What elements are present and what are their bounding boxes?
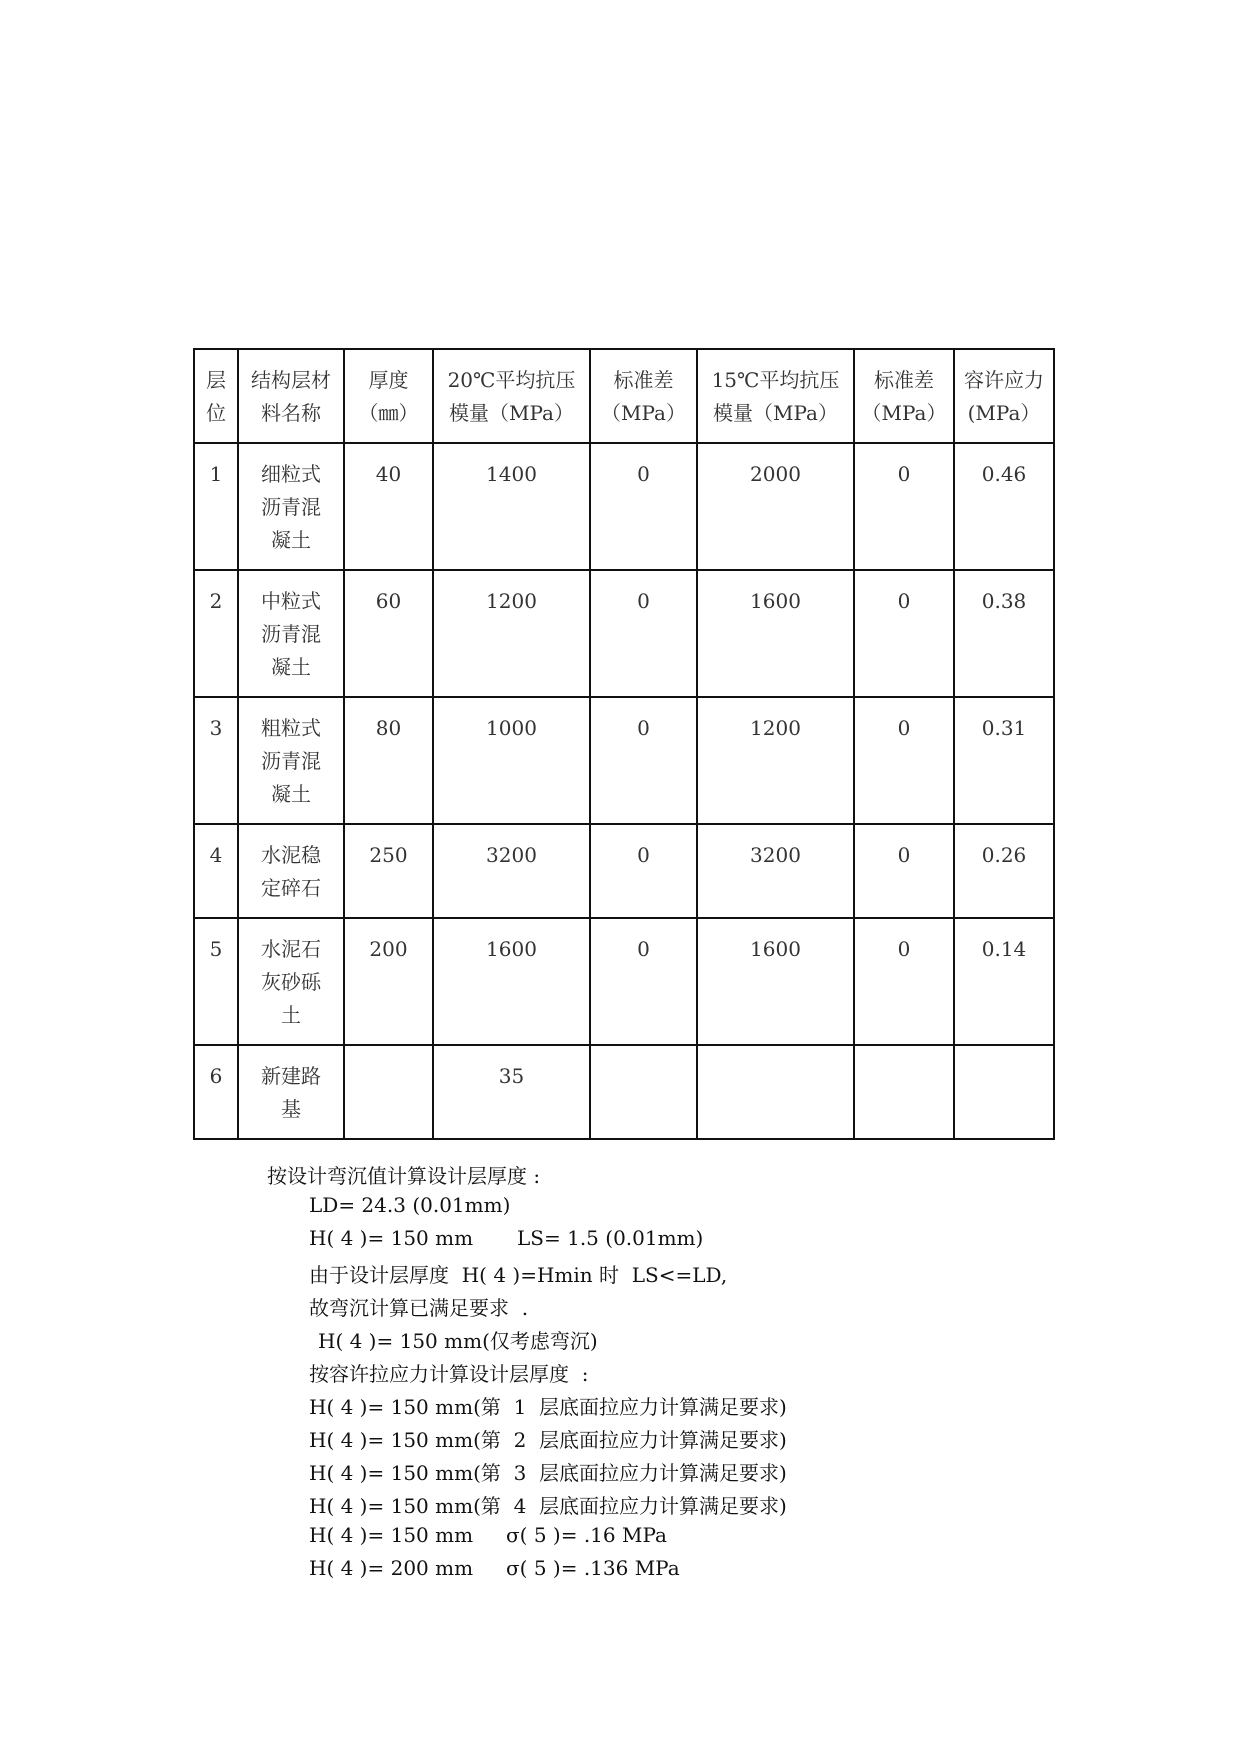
cell-thickness: 60 [344, 570, 433, 697]
cell-thickness: 80 [344, 697, 433, 824]
cell-material: 水泥稳定碎石 [238, 824, 344, 918]
h-trial-value: H( 4 )= 150 mm [309, 1226, 474, 1250]
tensile-line: H( 4 )= 150 mm(第 4 层底面拉应力计算满足要求) [309, 1494, 787, 1518]
cell-allowable-stress: 0.31 [954, 697, 1054, 824]
cell-layer-no: 3 [194, 697, 238, 824]
cell-allowable-stress: 0.26 [954, 824, 1054, 918]
cell-modulus-20c: 1600 [433, 918, 590, 1045]
tensile-line: H( 4 )= 150 mm(第 3 层底面拉应力计算满足要求) [309, 1461, 787, 1485]
cell-modulus-15c: 3200 [697, 824, 854, 918]
cell-thickness: 250 [344, 824, 433, 918]
cell-std-dev-15c [854, 1045, 954, 1139]
table-body [194, 443, 1054, 1139]
cell-std-dev-20c: 0 [590, 443, 697, 570]
header-layer-no: 层位 [194, 349, 238, 443]
header-allowable-stress: 容许应力(MPa） [954, 349, 1054, 443]
table-row [194, 918, 1054, 1045]
cell-std-dev-15c: 0 [854, 918, 954, 1045]
header-std-dev-15c: 标准差（MPa） [854, 349, 954, 443]
cell-modulus-15c: 2000 [697, 443, 854, 570]
cell-modulus-15c [697, 1045, 854, 1139]
tensile-line: H( 4 )= 150 mm(第 2 层底面拉应力计算满足要求) [309, 1428, 787, 1452]
table-row [194, 1045, 1054, 1139]
table-row [194, 697, 1054, 824]
cell-modulus-20c: 1000 [433, 697, 590, 824]
stress-sigma-value: σ( 5 )= .16 MPa [506, 1523, 667, 1547]
header-modulus-20c: 20℃平均抗压模量（MPa） [433, 349, 590, 443]
cell-std-dev-15c: 0 [854, 443, 954, 570]
cell-allowable-stress: 0.14 [954, 918, 1054, 1045]
cell-material: 新建路基 [238, 1045, 344, 1139]
cell-modulus-20c: 35 [433, 1045, 590, 1139]
cell-layer-no: 1 [194, 443, 238, 570]
cell-thickness [344, 1045, 433, 1139]
stress-sigma-value: σ( 5 )= .136 MPa [506, 1556, 680, 1580]
cell-std-dev-15c: 0 [854, 697, 954, 824]
cell-modulus-20c: 1400 [433, 443, 590, 570]
table-header-row [194, 349, 1054, 443]
satisfied-line: 故弯沉计算已满足要求 . [309, 1296, 529, 1320]
cell-modulus-15c: 1200 [697, 697, 854, 824]
cell-allowable-stress: 0.38 [954, 570, 1054, 697]
stress-h-value: H( 4 )= 200 mm [309, 1556, 474, 1580]
cell-modulus-20c: 1200 [433, 570, 590, 697]
cell-material: 水泥石灰砂砾土 [238, 918, 344, 1045]
ld-value: LD= 24.3 (0.01mm) [309, 1193, 511, 1217]
cell-std-dev-20c: 0 [590, 570, 697, 697]
cell-modulus-15c: 1600 [697, 918, 854, 1045]
cell-layer-no: 4 [194, 824, 238, 918]
cell-allowable-stress: 0.46 [954, 443, 1054, 570]
header-thickness: 厚度（㎜） [344, 349, 433, 443]
stress-h-value: H( 4 )= 150 mm [309, 1523, 474, 1547]
header-material: 结构层材料名称 [238, 349, 344, 443]
tensile-line: H( 4 )= 150 mm(第 1 层底面拉应力计算满足要求) [309, 1395, 787, 1419]
cell-std-dev-15c: 0 [854, 570, 954, 697]
cell-layer-no: 2 [194, 570, 238, 697]
cell-std-dev-20c: 0 [590, 918, 697, 1045]
ls-value: LS= 1.5 (0.01mm) [517, 1226, 704, 1250]
cell-layer-no: 6 [194, 1045, 238, 1139]
cell-thickness: 40 [344, 443, 433, 570]
table-row [194, 570, 1054, 697]
cell-thickness: 200 [344, 918, 433, 1045]
condition-line: 由于设计层厚度 H( 4 )=Hmin 时 LS<=LD, [309, 1263, 728, 1287]
cell-modulus-20c: 3200 [433, 824, 590, 918]
tensile-heading: 按容许拉应力计算设计层厚度 : [309, 1362, 589, 1386]
cell-modulus-15c: 1600 [697, 570, 854, 697]
header-std-dev-20c: 标准差（MPa） [590, 349, 697, 443]
pavement-layer-table [193, 348, 1055, 1140]
cell-material: 粗粒式沥青混凝土 [238, 697, 344, 824]
cell-std-dev-20c [590, 1045, 697, 1139]
table-row [194, 443, 1054, 570]
table-row [194, 824, 1054, 918]
cell-allowable-stress [954, 1045, 1054, 1139]
deflection-heading: 按设计弯沉值计算设计层厚度 : [267, 1164, 541, 1188]
cell-material: 中粒式沥青混凝土 [238, 570, 344, 697]
cell-std-dev-15c: 0 [854, 824, 954, 918]
cell-std-dev-20c: 0 [590, 697, 697, 824]
header-modulus-15c: 15℃平均抗压模量（MPa） [697, 349, 854, 443]
cell-material: 细粒式沥青混凝土 [238, 443, 344, 570]
cell-layer-no: 5 [194, 918, 238, 1045]
cell-std-dev-20c: 0 [590, 824, 697, 918]
h-deflection-result: H( 4 )= 150 mm(仅考虑弯沉) [318, 1329, 598, 1353]
